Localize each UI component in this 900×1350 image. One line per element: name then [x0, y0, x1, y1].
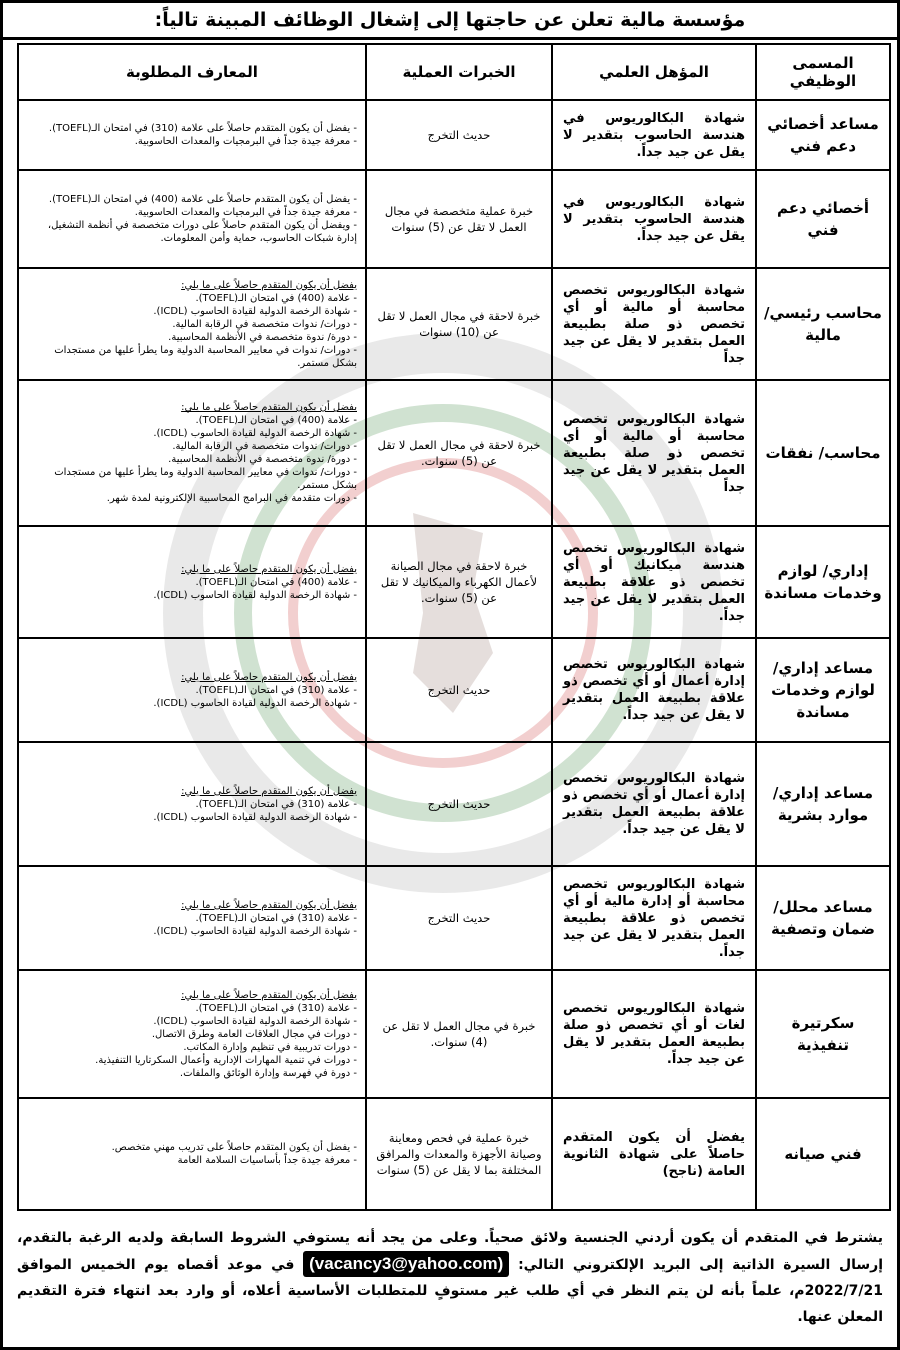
header-knowledge: المعارف المطلوبة	[18, 44, 366, 100]
job-knowledge	[18, 526, 366, 638]
job-qualification: شهادة البكالوريوس تخصص محاسبة أو إدارة مالية أو أي تخصص ذو علاقة بطبيعة العمل بتقدير لا يقل عن جيد جداً.	[552, 866, 756, 970]
knowledge-item: - دورات تدريبية في تنظيم وإدارة المكاتب.	[183, 1041, 357, 1053]
knowledge-item: - شهادة الرخصة الدولية لقيادة الحاسوب (ICDL).	[153, 925, 357, 937]
job-experience: خبرة عملية متخصصة في مجال العمل لا تقل عن (5) سنوات	[366, 170, 552, 268]
job-qualification: شهادة البكالوريوس تخصص لغات أو أي تخصص ذو صلة بطبيعة العمل بتقدير لا يقل عن جيد جداً.	[552, 970, 756, 1098]
knowledge-item: - دورات/ ندوات في معايير المحاسبة الدولية وما يطرأ عليها من مستجدات بشكل مستمر.	[54, 467, 357, 491]
job-title: محاسب رئيسي/ مالية	[756, 268, 890, 380]
knowledge-item: - معرفة جيدة جداً في البرمجيات والمعدات الحاسوبية.	[134, 207, 357, 218]
job-rows	[18, 100, 890, 1210]
job-experience: حديث التخرج	[366, 638, 552, 742]
knowledge-item: - علامة (400) في امتحان الـ(TOEFL).	[195, 576, 357, 588]
knowledge-item: - دورات في تنمية المهارات الإدارية وأعمال السكرتاريا التنفيذية.	[95, 1054, 357, 1066]
table-header-row	[18, 44, 890, 100]
job-knowledge	[18, 1098, 366, 1210]
job-knowledge	[18, 742, 366, 866]
knowledge-item: - دورة/ ندوة متخصصة في الأنظمة المحاسبية.	[168, 331, 357, 343]
job-row	[18, 638, 890, 742]
knowledge-item: - شهادة الرخصة الدولية لقيادة الحاسوب (ICDL).	[153, 305, 357, 317]
job-row	[18, 526, 890, 638]
knowledge-item: - علامة (310) في امتحان الـ(TOEFL).	[195, 912, 357, 924]
job-knowledge	[18, 866, 366, 970]
job-qualification: شهادة البكالوريوس تخصص هندسة ميكانيك أو أي تخصص ذو علاقة بطبيعة العمل بتقدير لا يقل عن جيد جداً.	[552, 526, 756, 638]
job-title: سكرتيرة تنفيذية	[756, 970, 890, 1098]
job-row	[18, 1098, 890, 1210]
knowledge-item: - يفضل أن يكون المتقدم حاصلاً على تدريب مهني متخصص.	[111, 1142, 357, 1153]
knowledge-item: - معرفة جيدة جداً في البرمجيات والمعدات الحاسوبية.	[134, 136, 357, 147]
job-title: مساعد إداري/ موارد بشرية	[756, 742, 890, 866]
knowledge-item: - علامة (310) في امتحان الـ(TOEFL).	[195, 684, 357, 696]
job-qualification: يفضل أن يكون المتقدم حاصلاً على شهادة الثانوية العامة (ناجح)	[552, 1098, 756, 1210]
job-title: محاسب/ نفقات	[756, 380, 890, 526]
knowledge-item: - دورات/ ندوات في معايير المحاسبة الدولية وما يطرأ عليها من مستجدات بشكل مستمر.	[54, 344, 357, 369]
knowledge-intro: يفضل أن يكون المتقدم حاصلاً على ما يلي:	[181, 785, 357, 797]
knowledge-intro: يفضل أن يكون المتقدم حاصلاً على ما يلي:	[181, 989, 357, 1001]
job-experience: خبرة في مجال العمل لا تقل عن (4) سنوات.	[366, 970, 552, 1098]
job-title: مساعد أخصائي دعم فني	[756, 100, 890, 170]
job-qualification: شهادة البكالوريوس في هندسة الحاسوب بتقدير لا يقل عن جيد جداً.	[552, 100, 756, 170]
knowledge-item: - علامة (310) في امتحان الـ(TOEFL).	[195, 1002, 357, 1014]
knowledge-item: - دورة في فهرسة وإدارة الوثائق والملفات.	[179, 1067, 357, 1079]
jobs-table	[17, 43, 891, 1211]
job-experience: حديث التخرج	[366, 866, 552, 970]
header-job-title: المسمى الوظيفي	[756, 44, 890, 100]
knowledge-item: - دورات في مجال العلاقات العامة وطرق الاتصال.	[151, 1028, 357, 1040]
job-qualification: شهادة البكالوريوس تخصص إدارة أعمال أو أي تخصص ذو علاقة بطبيعة العمل بتقدير لا يقل عن جيد جداً.	[552, 638, 756, 742]
page-title: مؤسسة مالية تعلن عن حاجتها إلى إشغال الوظائف المبينة تالياً:	[3, 3, 897, 40]
job-row	[18, 100, 890, 170]
footer-conditions	[17, 1225, 883, 1330]
job-knowledge	[18, 100, 366, 170]
job-knowledge	[18, 970, 366, 1098]
job-experience: خبرة لاحقة في مجال العمل لا تقل عن (10) سنوات	[366, 268, 552, 380]
knowledge-item: - شهادة الرخصة الدولية لقيادة الحاسوب (ICDL).	[153, 811, 357, 823]
job-experience: حديث التخرج	[366, 742, 552, 866]
job-title: فني صيانه	[756, 1098, 890, 1210]
job-knowledge	[18, 268, 366, 380]
knowledge-item: - شهادة الرخصة الدولية لقيادة الحاسوب (ICDL).	[153, 589, 357, 601]
knowledge-intro: يفضل أن يكون المتقدم حاصلاً على ما يلي:	[181, 899, 357, 911]
knowledge-item: - دورة/ ندوة متخصصة في الأنظمة المحاسبية.	[168, 454, 357, 465]
knowledge-item: - شهادة الرخصة الدولية لقيادة الحاسوب (ICDL).	[153, 697, 357, 709]
knowledge-item: - علامة (310) في امتحان الـ(TOEFL).	[195, 798, 357, 810]
job-row	[18, 380, 890, 526]
job-title: أخصائي دعم فني	[756, 170, 890, 268]
job-row	[18, 970, 890, 1098]
knowledge-item: - يفضل أن يكون المتقدم حاصلاً على علامة (400) في امتحان الـ(TOEFL).	[48, 194, 357, 205]
knowledge-item: - معرفة جيدة جداً بأساسيات السلامة العامة	[177, 1155, 357, 1166]
knowledge-item: - شهادة الرخصة الدولية لقيادة الحاسوب (ICDL).	[153, 428, 357, 439]
job-row	[18, 170, 890, 268]
job-experience: خبرة لاحقة في مجال الصيانة لأعمال الكهرباء والميكانيك لا تقل عن (5) سنوات.	[366, 526, 552, 638]
job-row	[18, 742, 890, 866]
header-qualification: المؤهل العلمي	[552, 44, 756, 100]
job-qualification: شهادة البكالوريوس تخصص إدارة أعمال أو أي تخصص ذو علاقة بطبيعة العمل بتقدير لا يقل عن جيد جداً.	[552, 742, 756, 866]
job-title: مساعد محلل/ ضمان وتصفية	[756, 866, 890, 970]
knowledge-item: - يفضل أن يكون المتقدم حاصلاً على علامة (310) في امتحان الـ(TOEFL).	[48, 123, 357, 134]
knowledge-intro: يفضل أن يكون المتقدم حاصلاً على ما يلي:	[181, 563, 357, 575]
knowledge-item: - شهادة الرخصة الدولية لقيادة الحاسوب (ICDL).	[153, 1015, 357, 1027]
knowledge-item: - دورات/ ندوات متخصصة في الرقابة المالية.	[172, 318, 357, 330]
job-knowledge	[18, 380, 366, 526]
header-experience: الخبرات العملية	[366, 44, 552, 100]
knowledge-item: - ويفضل أن يكون المتقدم حاصلاً على دورات متخصصة في أنظمة التشغيل، إدارة شبكات الحاسوب، حماية وأمن المعلومات.	[47, 220, 357, 244]
knowledge-intro: يفضل أن يكون المتقدم حاصلاً على ما يلي:	[181, 402, 357, 413]
job-row	[18, 268, 890, 380]
job-title: مساعد إداري/ لوازم وخدمات مساندة	[756, 638, 890, 742]
job-title: إداري/ لوازم وخدمات مساندة	[756, 526, 890, 638]
knowledge-item: - دورات/ ندوات متخصصة في الرقابة المالية.	[172, 441, 357, 452]
footer-line-2: في موعد أقصاه يوم الخميس الموافق 2022/7/21م، علماً بأنه لن يتم النظر في أي طلب غير مستوفٍ للمتطلبات الأساسية أعلاه، أو وارد بعد انتهاء فترة التقديم المعلن عنها.	[17, 1257, 883, 1325]
job-qualification: شهادة البكالوريوس تخصص محاسبة أو مالية أو أي تخصص ذو صلة بطبيعة العمل بتقدير لا يقل عن جيد جداً	[552, 380, 756, 526]
job-experience: حديث التخرج	[366, 100, 552, 170]
knowledge-item: - دورات متقدمة في البرامج المحاسبية الإلكترونية لمدة شهر.	[106, 493, 357, 504]
job-experience: خبرة عملية في فحص ومعاينة وصيانة الأجهزة والمعدات والمرافق المختلفة بما لا يقل عن (5) سنوات	[366, 1098, 552, 1210]
job-knowledge	[18, 170, 366, 268]
job-row	[18, 866, 890, 970]
knowledge-intro: يفضل أن يكون المتقدم حاصلاً على ما يلي:	[181, 671, 357, 683]
job-experience: خبرة لاحقة في مجال العمل لا تقل عن (5) سنوات.	[366, 380, 552, 526]
job-knowledge	[18, 638, 366, 742]
job-qualification: شهادة البكالوريوس في هندسة الحاسوب بتقدير لا يقل عن جيد جداً.	[552, 170, 756, 268]
knowledge-item: - علامة (400) في امتحان الـ(TOEFL).	[195, 415, 357, 426]
knowledge-item: - علامة (400) في امتحان الـ(TOEFL).	[195, 292, 357, 304]
footer-line-1: يشترط في المتقدم أن يكون أردني الجنسية ولائق صحياً. وعلى من يجد أنه يستوفي الشروط السابقة ولديه الرغبة بالتقدم، إرسال السيرة الذاتية إلى البريد الإلكتروني التالي:	[17, 1230, 884, 1273]
contact-email[interactable]: (vacancy3@yahoo.com)	[303, 1251, 509, 1277]
knowledge-intro: يفضل أن يكون المتقدم حاصلاً على ما يلي:	[181, 279, 357, 291]
job-qualification: شهادة البكالوريوس تخصص محاسبة أو مالية أو أي تخصص ذو صلة بطبيعة العمل بتقدير لا يقل عن جيد جداً	[552, 268, 756, 380]
